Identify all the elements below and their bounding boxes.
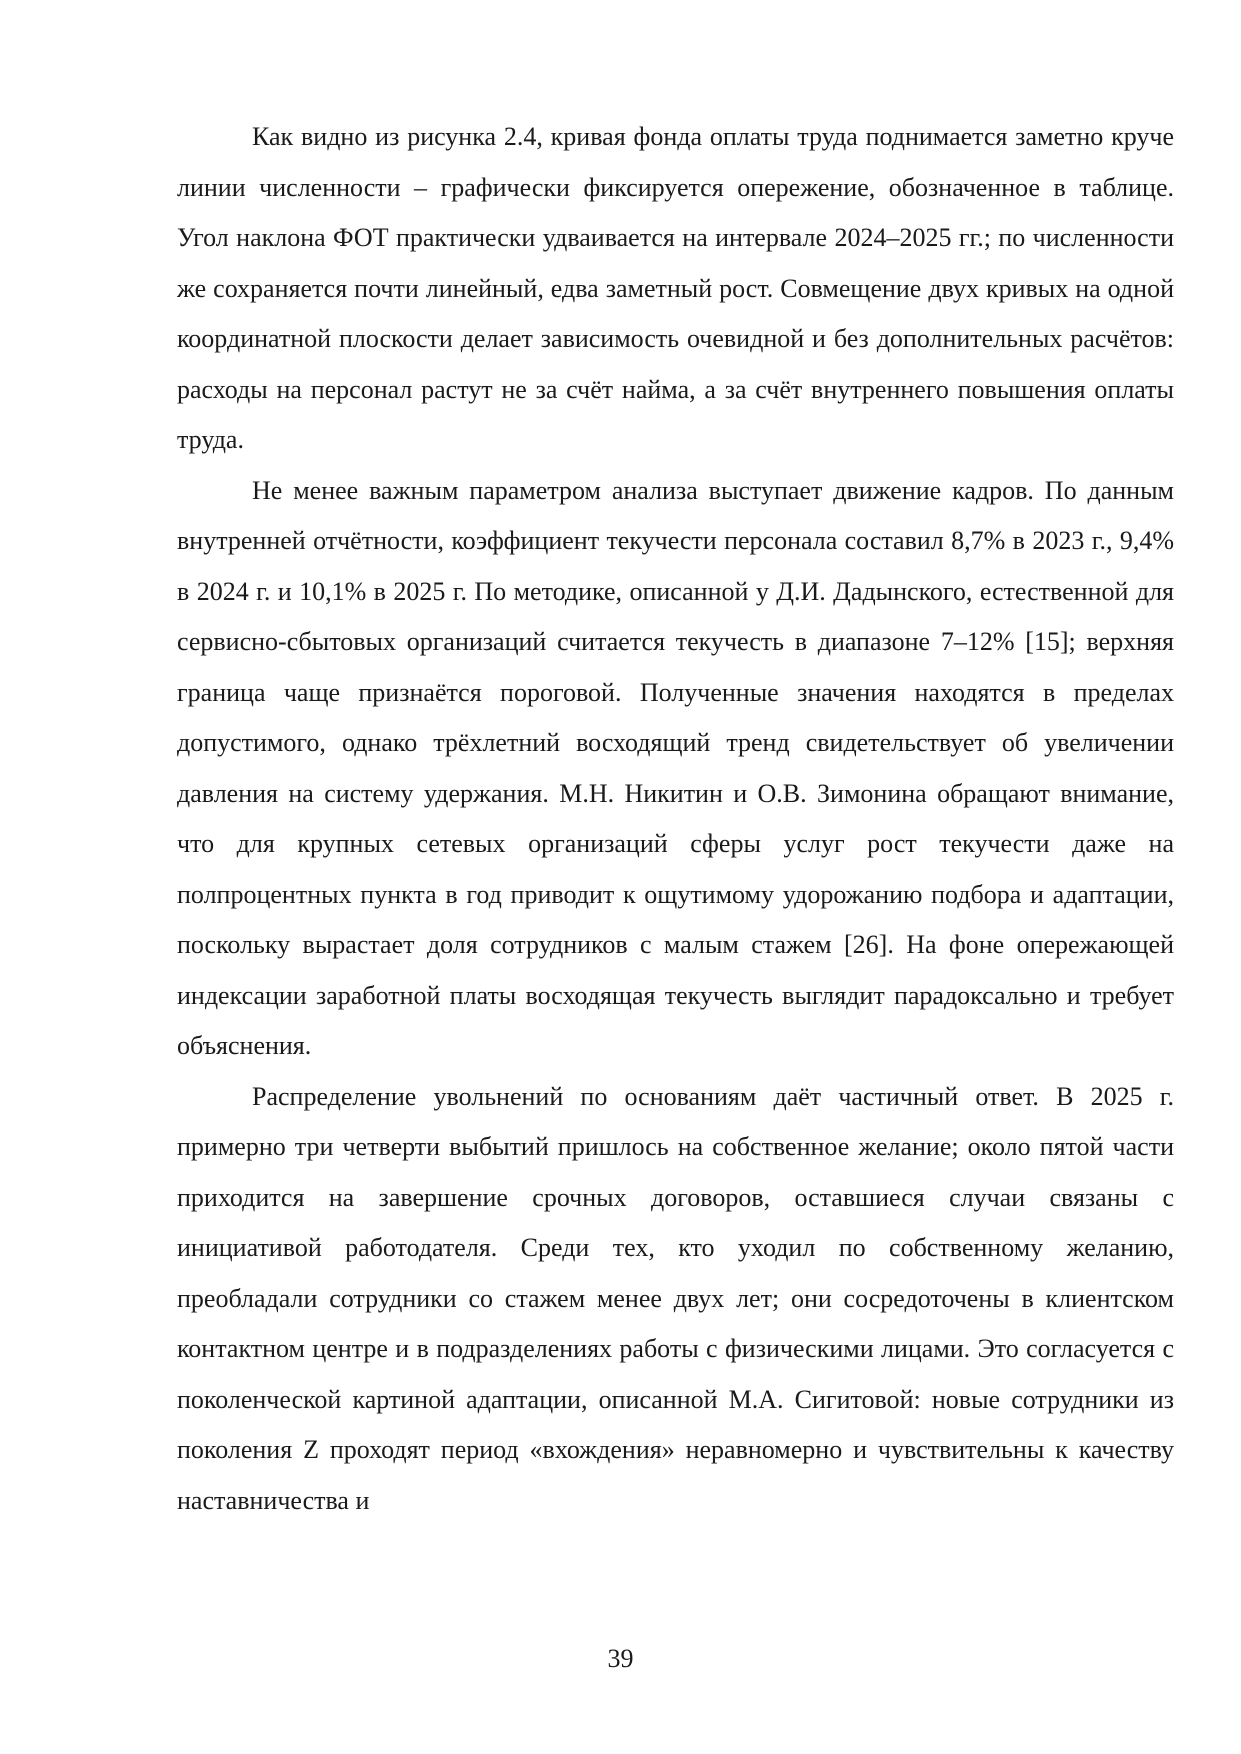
paragraph-2: Не менее важным параметром анализа выступает движение кадров. По данным внутренней отчётности, коэффициент текучести персонала составил 8,7% в 2023 г., 9,4% в 2024 г. и 10,1% в 2025 г. По методике, описанной у Д.И. Дадынского, естественной для сервисно-сбытовых организаций считается текучесть в диапазоне 7–12% [15]; верхняя граница чаще признаётся пороговой. Полученные значения находятся в пределах допустимого, однако трёхлетний восходящий тренд свидетельствует об увеличении давления на систему удержания. М.Н. Никитин и О.В. Зимонина обращают внимание, что для крупных сетевых организаций сферы услуг рост текучести даже на полпроцентных пункта в год приводит к ощутимому удорожанию подбора и адаптации, поскольку вырастает доля сотрудников с малым стажем [26]. На фоне опережающей индексации заработной платы восходящая текучесть выглядит парадоксально и требует объяснения. <box>177 475 1174 1060</box>
paragraph-3: Распределение увольнений по основаниям даёт частичный ответ. В 2025 г. примерно три четверти выбытий пришлось на собственное желание; около пятой части приходится на завершение срочных договоров, оставшиеся случаи связаны с инициативой работодателя. Среди тех, кто уходил по собственному желанию, преобладали сотрудники со стажем менее двух лет; они сосредоточены в клиентском контактном центре и в подразделениях работы с физическими лицами. Это согласуется с поколенческой картиной адаптации, описанной М.А. Сигитовой: новые сотрудники из поколения Z проходят период «вхождения» неравномерно и чувствительны к качеству наставничества и <box>177 1081 1174 1515</box>
page-number: 39 <box>607 1644 634 1673</box>
paragraph-1: Как видно из рисунка 2.4, кривая фонда оплаты труда поднимается заметно круче линии численности – графически фиксируется опережение, обозначенное в таблице. Угол наклона ФОТ практически удваивается на интервале 2024–2025 гг.; по численности же сохраняется почти линейный, едва заметный рост. Совмещение двух кривых на одной координатной плоскости делает зависимость очевидной и без дополнительных расчётов: расходы на персонал растут не за счёт найма, а за счёт внутреннего повышения оплаты труда. <box>177 122 1174 454</box>
body-text <box>177 112 1174 1526</box>
